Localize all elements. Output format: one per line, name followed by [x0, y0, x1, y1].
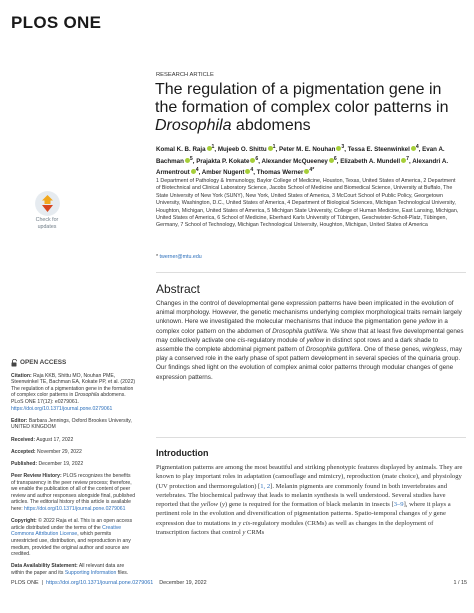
check-for-updates-badge[interactable]: [33, 191, 61, 230]
open-lock-icon: [11, 359, 18, 367]
title-part-b: abdomens: [231, 117, 311, 134]
author-affiliation-mark: 1: [272, 144, 276, 150]
author-affiliation-mark: 3: [341, 144, 345, 150]
author-affiliation-mark: 6: [333, 155, 337, 162]
received-info: [11, 437, 136, 444]
author-affiliation-mark: 4: [195, 167, 199, 174]
citation-italic: Drosophila: [74, 392, 100, 399]
peer-review-link[interactable]: https://doi.org/10.1371/journal.pone.0279061: [24, 506, 126, 513]
page-footer: PLOS ONE | https://doi.org/10.1371/journal.pone.0279061 December 19, 2022 1 / 15: [11, 580, 467, 586]
accepted-info: [11, 449, 136, 456]
badge-line2: updates: [37, 224, 57, 230]
citation-text: abdomens. PLoS ONE 17(12): e0279061.: [11, 392, 126, 405]
open-access-text: OPEN ACCESS: [20, 358, 67, 366]
author[interactable]: Alexandri A. Armentrout: [156, 157, 449, 177]
abstract-italic: wingless: [422, 346, 447, 354]
copyright-info: [11, 518, 136, 558]
intro-seg: (: [218, 501, 222, 509]
footer-journal: PLOS ONE: [11, 580, 39, 586]
data-availability-label: Data Availability Statement:: [11, 563, 78, 570]
intro-seg: ], where it plays a pertinent role in the evolution and diversification of pigmentation patterns. Spatio-temporal changes of: [156, 501, 451, 518]
editor-value: Barbara Jennings, Oxford Brookes University, UNITED KINGDOM: [11, 417, 132, 431]
abstract-seg: in distinct spot rows and a dark shade to assemble the complete abdominal pigment pattern of: [156, 336, 439, 354]
introduction-text: [156, 463, 468, 537]
peer-review-info: [11, 473, 136, 513]
article-title: [155, 81, 460, 135]
corresponding-email: [156, 254, 202, 260]
divider: [156, 272, 466, 273]
intro-italic: yellow: [200, 501, 219, 509]
author[interactable]: Amber Nugent: [201, 169, 245, 177]
author-list: Komal K. B. Raja $^1$, Mujeeb O. Shittu $^1$, Peter M. E. Nouhan $^3$, Tessa E. Steenwinkel $^4$, Evan A. Bachman $^5$, Prajakta P. Kokate $^6$, Alexander McQueeney $^6$, Elizabeth A. Mundell $^7$, Alexandri A. Armentrout $^4$, Amber Nugent $^4$, Thomas Werner $^{4*}$: [156, 144, 449, 177]
copyright-text: , which permits unrestricted use, distribution, and reproduction in any medium, provided the original author and source are credited.: [11, 531, 131, 558]
author[interactable]: Elizabeth A. Mundell: [340, 157, 401, 165]
journal-logo[interactable]: PLOS ONE: [11, 13, 102, 32]
citation-link[interactable]: 1, 2: [260, 482, 271, 490]
abstract-italic: yellow: [306, 336, 325, 344]
intro-italic: y: [221, 501, 225, 509]
title-part-a: The regulation of a pigmentation gene in the formation of complex color patterns in: [155, 81, 449, 116]
abstract-seg: -regulatory module of: [245, 336, 307, 344]
author[interactable]: Alexander McQueeney: [261, 157, 328, 165]
accepted-value: November 29, 2022: [35, 448, 82, 455]
received-value: August 17, 2022: [35, 436, 74, 443]
editor-info: [11, 418, 136, 431]
published-label: Published:: [11, 460, 38, 467]
author[interactable]: Komal K. B. Raja: [156, 146, 206, 154]
email-mark: *: [156, 254, 160, 260]
author-affiliation-mark: 1: [211, 144, 215, 150]
author-affiliation-mark: 4: [250, 167, 254, 174]
data-availability-info: [11, 563, 136, 576]
author[interactable]: Evan A. Bachman: [156, 146, 445, 165]
author-affiliation-mark: 7: [406, 155, 409, 162]
intro-seg: ) gene is required for the formation of black melanin in insects [: [224, 501, 394, 509]
citation-doi-link[interactable]: https://doi.org/10.1371/journal.pone.0279061: [11, 405, 113, 412]
abstract-text: [156, 299, 466, 382]
peer-review-label: Peer Review History:: [11, 473, 62, 480]
abstract-italic: Drosophila guttifera: [272, 327, 327, 335]
author[interactable]: Prajakta P. Kokate: [196, 157, 250, 165]
intro-seg: ]. Melanin pigments are commonly found in both invertebrates and vertebrates. The biochemical pathway that leads to melanin synthesis is well understood. Several studies have reported that the: [156, 482, 448, 509]
author[interactable]: Mujeeb O. Shittu: [217, 146, 267, 154]
data-availability-text: files.: [116, 570, 129, 576]
peer-review-text: PLOS recognizes the benefits of transparency in the peer review process; therefore, we enable the publication of all of the content of peer review and author responses alongside final, published articles. The editorial history of this article is available here:: [11, 473, 136, 513]
accepted-label: Accepted:: [11, 448, 36, 455]
published-value: December 19, 2022: [37, 460, 84, 467]
intro-italic: y cis: [238, 519, 251, 527]
affiliations: 1 Department of Pathology & Immunology, Baylor College of Medicine, Houston, Texas, United States of America, 2 Department of Biotechnical and Clinical Laboratory Science, Jacobs School of Medicine and Biomedical Science, University at Buffalo, The State University of New York (SUNY), New York, United States of America, 3 McCourt School of Public Policy, Georgetown University, Washington, D.C., United States of America, 4 Department of Biological Sciences, Michigan Technological University, Houghton, Michigan, United States of America, 5 Michigan State University, College of Human Medicine, East Lansing, Michigan, United States of America, 6 School of Medicine, Eberhard Karls University of Tübingen, Geschwister-Scholl-Platz, Tübingen, Germany, 7 School of Technology, Michigan Technological University, Houghton, Michigan, United States of America: [156, 178, 459, 229]
author[interactable]: Tessa E. Steenwinkel: [347, 146, 410, 154]
citation-label: Citation:: [11, 372, 32, 379]
author-affiliation-mark: 4*: [309, 167, 315, 174]
intro-seg: gene expression due to mutations in: [156, 510, 446, 527]
received-label: Received:: [11, 436, 36, 443]
abstract-seg: , may play a conserved role in the early phase of spot pattern development in several species of the quinaria group. Our findings shed light on the evolution of complex animal color patterns through modular changes of gene expression patterns.: [156, 346, 462, 381]
badge-line1: Check for: [35, 217, 59, 223]
article-info-sidebar: [11, 359, 136, 582]
article-type: RESEARCH ARTICLE: [156, 72, 214, 78]
intro-seg: Pigmentation patterns are among the most beautiful and striking phenotypic features displayed by animals. They are known to play important roles in adaptation (camouflage and mimicry), reproduction (mate choice), and physiology (UV protection and thermoregulation) [: [156, 464, 463, 490]
editor-label: Editor:: [11, 417, 28, 424]
abstract-seg: in a complex color pattern on the abdomen of: [156, 318, 448, 335]
abstract-italic: cis: [237, 336, 246, 344]
copyright-label: Copyright:: [11, 518, 37, 525]
introduction-heading: Introduction: [156, 448, 209, 458]
intro-italic: y: [428, 510, 432, 518]
citation-text: Raja KKB, Shittu MO, Nouhan PME, Steenwinkel TE, Bachman EA, Kokate PP, et al. (2022) The regulation of a pigmentation gene in the formation of complex color patterns in: [11, 372, 136, 399]
intro-seg: -regulatory modules (CRMs) as well as changes in the deployment of transcription factors that control: [156, 519, 434, 537]
email-link[interactable]: twerner@mtu.edu: [159, 254, 202, 260]
abstract-italic: Drosophila guttifera: [305, 346, 361, 354]
abstract-seg: Changes in the control of developmental gene expression patterns have been implicated in the evolution of animal morphology. However, the genetic mechanisms underlying complex morphological traits remain largely unknown. Here we investigated the molecular mechanisms that induce the pigmentation gene: [156, 300, 462, 326]
author-affiliation-mark: 4: [415, 144, 419, 150]
supporting-info-link[interactable]: Supporting Information: [64, 570, 117, 576]
published-info: [11, 461, 136, 468]
author-affiliation-mark: 5: [189, 155, 193, 162]
abstract-italic: yellow: [418, 318, 437, 326]
citation-info: [11, 373, 136, 413]
divider: [156, 437, 466, 438]
page-number: 1 / 15: [453, 580, 467, 586]
author[interactable]: Peter M. E. Nouhan: [278, 146, 336, 154]
abstract-seg: . One of these genes,: [360, 346, 423, 354]
intro-seg: CRMs: [245, 529, 265, 537]
author[interactable]: Thomas Werner: [256, 169, 304, 177]
check-for-updates-icon: [35, 191, 60, 216]
abstract-heading: Abstract: [156, 282, 201, 296]
data-availability-text: All relevant data are within the paper and its: [11, 563, 125, 576]
copyright-text: © 2022 Raja et al. This is an open access article distributed under the terms of the: [11, 518, 133, 531]
footer-doi-link[interactable]: https://doi.org/10.1371/journal.pone.0279061: [45, 580, 154, 586]
abstract-seg: . We show that at least five developmental genes may collectively activate one: [156, 327, 464, 344]
author-affiliation-mark: 6: [255, 155, 259, 162]
footer-date: December 19, 2022: [159, 580, 207, 586]
open-access-label: [11, 359, 136, 367]
license-link[interactable]: Creative Commons Attribution License: [11, 524, 122, 538]
title-italic: Drosophila: [155, 117, 232, 134]
citation-link[interactable]: 3–9: [393, 501, 404, 509]
intro-italic: y: [242, 529, 246, 537]
